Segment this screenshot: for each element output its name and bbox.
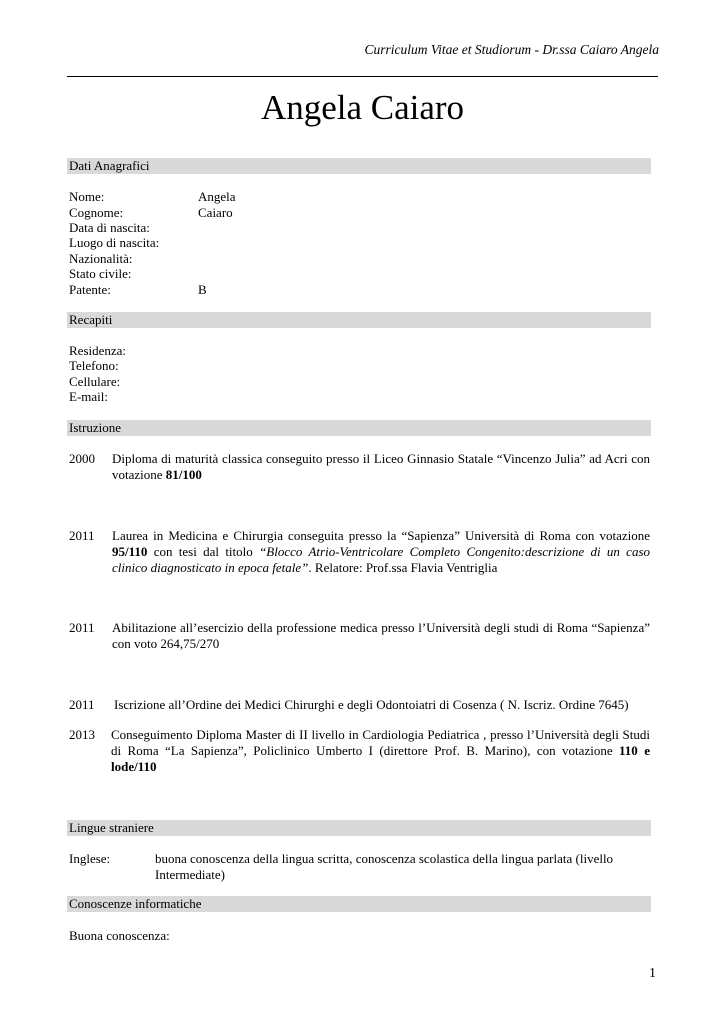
education-entry xyxy=(111,727,650,775)
entry-text: Diploma di maturità classica conseguito presso il Liceo Ginnasio Statale “Vincenzo Julia” ad Acri con votazione xyxy=(112,451,650,482)
entry-year: 2011 xyxy=(69,528,95,543)
language-level: buona conoscenza della lingua scritta, conoscenza scolastica della lingua parlata (livello Intermediate) xyxy=(155,851,614,882)
education-entry xyxy=(112,451,650,483)
field-label-cognome: Cognome: xyxy=(69,205,124,220)
education-entry xyxy=(112,528,650,576)
field-label-luogo-nascita: Luogo di nascita: xyxy=(69,235,160,250)
it-skills-label: Buona conoscenza: xyxy=(69,928,170,943)
header-rule xyxy=(67,76,658,77)
entry-text: . Relatore: Prof.ssa Flavia Ventriglia xyxy=(308,560,498,575)
entry-grade: 110 e lode/110 xyxy=(111,743,650,774)
field-label-nazionalita: Nazionalità: xyxy=(69,251,133,266)
language-label: Inglese: xyxy=(69,851,111,866)
education-entry xyxy=(112,620,650,652)
field-value-cognome: Caiaro xyxy=(198,205,233,220)
entry-year: 2000 xyxy=(69,451,95,466)
field-label-patente: Patente: xyxy=(69,282,111,297)
section-heading-lingue: Lingue straniere xyxy=(67,820,651,836)
field-label-data-nascita: Data di nascita: xyxy=(69,220,150,235)
field-label-email: E-mail: xyxy=(69,389,108,404)
entry-text: con tesi dal titolo xyxy=(147,544,260,559)
entry-year: 2011 xyxy=(69,697,95,712)
thesis-title: “Blocco Atrio-Ventricolare Completo Congenito:descrizione di un caso clinico diagnosticato in epoca fetale” xyxy=(112,544,651,575)
entry-year: 2013 xyxy=(69,727,95,742)
field-label-stato-civile: Stato civile: xyxy=(69,266,132,281)
entry-text: Abilitazione all’esercizio della professione medica presso l’Università degli studi di Roma “Sapienza” con voto 264,75/270 xyxy=(112,620,650,651)
entry-grade: 81/100 xyxy=(165,467,202,482)
entry-year: 2011 xyxy=(69,620,95,635)
education-entry xyxy=(114,697,650,713)
field-label-telefono: Telefono: xyxy=(69,358,119,373)
field-label-residenza: Residenza: xyxy=(69,343,127,358)
field-label-cellulare: Cellulare: xyxy=(69,374,121,389)
running-header: Curriculum Vitae et Studiorum - Dr.ssa Caiaro Angela xyxy=(364,42,659,57)
entry-text: Iscrizione all’Ordine dei Medici Chirurghi e degli Odontoiatri di Cosenza ( N. Iscriz. Ordine 7645) xyxy=(114,697,629,712)
section-heading-dati-anagrafici: Dati Anagrafici xyxy=(67,158,651,174)
section-heading-istruzione: Istruzione xyxy=(67,420,651,436)
entry-grade: 95/110 xyxy=(112,544,148,559)
section-heading-recapiti: Recapiti xyxy=(67,312,651,328)
field-value-patente: B xyxy=(198,282,207,297)
section-heading-informatica: Conoscenze informatiche xyxy=(67,896,651,912)
field-label-nome: Nome: xyxy=(69,189,105,204)
page-number: 1 xyxy=(649,966,656,981)
page-title: Angela Caiaro xyxy=(260,88,465,127)
field-value-nome: Angela xyxy=(198,189,236,204)
entry-text: Laurea in Medicina e Chirurgia conseguita presso la “Sapienza” Università di Roma con votazione xyxy=(112,528,650,543)
entry-text: Conseguimento Diploma Master di II livello in Cardiologia Pediatrica , presso l’Università degli Studi di Roma “La Sapienza”, Policlinico Umberto I (direttore Prof. B. Marino), con votazione xyxy=(111,727,650,758)
